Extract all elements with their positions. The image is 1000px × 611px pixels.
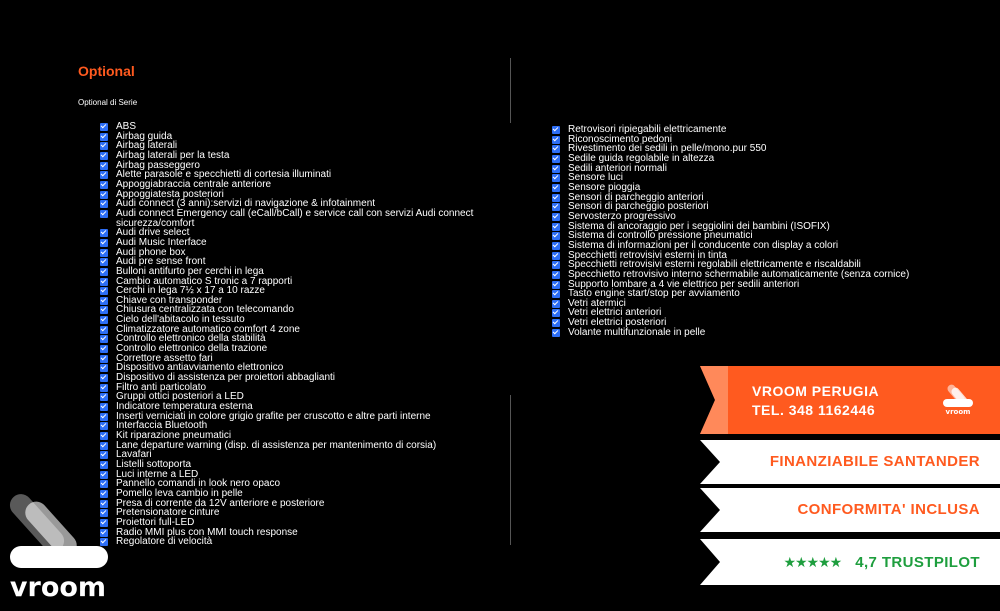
option-label: Audi drive select [116,227,190,239]
mini-logo-text: vroom [945,408,971,416]
checkbox-checked-icon [100,384,108,392]
option-label: Luci interne a LED [116,468,199,480]
checkbox-checked-icon [552,261,560,269]
option-label: Alette parasole e specchietti di cortesia illuminati [116,169,332,181]
checkbox-checked-icon [100,451,108,459]
option-label: Indicatore temperatura esterna [116,401,253,413]
dealer-banner[interactable] [700,366,1000,434]
option-label: Airbag guida [116,130,173,142]
checkbox-checked-icon [552,281,560,289]
checkbox-checked-icon [100,432,108,440]
option-label: Servosterzo progressivo [568,210,676,222]
option-label: Specchietti retrovisivi esterni regolabili elettricamente e riscaldabili [568,259,861,271]
checkbox-checked-icon [100,393,108,401]
checkbox-checked-icon [100,316,108,324]
option-label: Vetri elettrici anteriori [568,307,662,319]
trustpilot-banner[interactable] [700,539,1000,585]
option-label: Kit riparazione pneumatici [116,430,232,441]
checkbox-checked-icon [552,290,560,298]
option-label: Pomello leva cambio in pelle [116,487,243,499]
checkbox-checked-icon [100,345,108,353]
vroom-logo-icon [0,490,115,605]
checkbox-checked-icon [100,413,108,421]
financing-text: FINANZIABILE SANTANDER [769,453,980,470]
option-label: Audi connect (3 anni):servizi di navigazione & infotainment [116,198,376,210]
checkbox-checked-icon [552,184,560,192]
option-label: Vetri elettrici posteriori [568,317,667,329]
trustpilot-rating: 4,7 TRUSTPILOT [855,554,980,571]
checkbox-checked-icon [552,136,560,144]
option-label: Airbag laterali per la testa [116,149,230,161]
dealer-banner-fold [700,366,728,434]
option-label: Climatizzatore automatico comfort 4 zone [116,323,300,335]
option-label: Audi Music Interface [116,236,207,248]
option-label: Specchietto retrovisivo interno schermabile automaticamente (senza cornice) [568,268,910,280]
checkbox-checked-icon [552,309,560,317]
checkbox-checked-icon [100,471,108,479]
checkbox-checked-icon [552,271,560,279]
option-label: Interfaccia Bluetooth [116,420,208,432]
checkbox-checked-icon [552,319,560,327]
brand-logo-text: vroom [9,572,107,603]
option-label: Bulloni antifurto per cerchi in lega [116,265,264,277]
checkbox-checked-icon [552,329,560,337]
option-label: Volante multifunzionale in pelle [568,326,706,338]
checkbox-checked-icon [100,335,108,343]
option-label: Radio MMI plus con MMI touch response [116,526,298,538]
option-label: Pannello comandi in look nero opaco [116,478,280,490]
option-label: Proiettori full-LED [116,516,195,528]
trustpilot-stars-icon: ★★★★★ [783,554,842,570]
option-label: ABS [116,121,137,132]
checkbox-checked-icon [100,480,108,488]
option-label: Audi phone box [116,246,186,258]
checkbox-checked-icon [552,194,560,202]
checkbox-checked-icon [100,239,108,247]
checkbox-checked-icon [100,364,108,372]
option-label: Sedili anteriori normali [568,162,667,174]
option-label: Appoggiatesta posteriori [116,188,224,200]
option-label: Gruppi ottici posteriori a LED [116,391,244,403]
option-label: Sensori di parcheggio anteriori [568,191,704,203]
option-label: Cambio automatico S tronic a 7 rapporti [116,275,293,287]
option-label: Filtro anti particolato [116,381,207,393]
option-label: Sistema di ancoraggio per i seggiolini dei bambini (ISOFIX) [568,220,830,232]
conformity-text: CONFORMITA' INCLUSA [797,501,980,518]
option-item [100,209,510,228]
checkbox-checked-icon [100,374,108,382]
dealer-name: VROOM PERUGIA [752,383,880,399]
checkbox-checked-icon [100,200,108,208]
option-label: Audi pre sense front [116,256,206,268]
checkbox-checked-icon [100,278,108,286]
option-label: Sensori di parcheggio posteriori [568,201,709,213]
checkbox-checked-icon [100,297,108,305]
checkbox-checked-icon [100,422,108,430]
checkbox-checked-icon [100,229,108,237]
checkbox-checked-icon [552,165,560,173]
option-label: Lavafari [116,449,152,461]
option-label: Rivestimento dei sedili in pelle/mono.pur 550 [568,143,767,155]
checkbox-checked-icon [100,152,108,160]
option-label: Tasto engine start/stop per avviamento [568,288,740,300]
checkbox-checked-icon [100,442,108,450]
checkbox-checked-icon [100,287,108,295]
option-label: Vetri atermici [568,297,626,309]
options-list-right [552,125,952,337]
checkbox-checked-icon [552,213,560,221]
option-label: Appoggiabraccia centrale anteriore [116,178,272,190]
option-label: Airbag laterali [116,140,178,152]
checkbox-checked-icon [100,306,108,314]
checkbox-checked-icon [100,461,108,469]
option-label: Chiusura centralizzata con telecomando [116,304,294,316]
checkbox-checked-icon [100,191,108,199]
option-label: Specchietti retrovisivi esterni in tinta [568,249,727,261]
option-label: Controllo elettronico della trazione [116,343,268,355]
option-label: Sensore pioggia [568,181,641,193]
option-label: Riconoscimento pedoni [568,133,672,145]
checkbox-checked-icon [552,223,560,231]
conformity-banner [700,488,1000,532]
column-divider-bottom [510,395,511,545]
vroom-mini-logo-icon [940,382,976,416]
option-label: Controllo elettronico della stabilità [116,333,266,345]
checkbox-checked-icon [552,232,560,240]
option-label: Sensore luci [568,172,624,184]
option-label: Correttore assetto fari [116,352,213,364]
option-label: Sistema di informazioni per il conducente con display a colori [568,239,839,251]
option-label: Sistema di controllo pressione pneumatici [568,230,753,242]
option-label: Dispositivo antiavviamento elettronico [116,362,284,374]
checkbox-checked-icon [100,326,108,334]
option-label: Pretensionatore cinture [116,507,220,519]
checkbox-checked-icon [552,126,560,134]
option-label: Lane departure warning (disp. di assistenza per mantenimento di corsia) [116,439,437,451]
column-divider-top [510,58,511,123]
checkbox-checked-icon [100,123,108,131]
checkbox-checked-icon [100,162,108,170]
option-label: Audi connect Emergency call (eCall/bCall) e service call con servizi Audi connect sicurezza/comfort [116,207,474,229]
checkbox-checked-icon [552,252,560,260]
dealer-phone[interactable]: TEL. 348 1162446 [752,402,876,418]
checkbox-checked-icon [100,258,108,266]
checkbox-checked-icon [552,203,560,211]
option-label: Sedile guida regolabile in altezza [568,152,715,164]
option-label: Inserti verniciati in colore grigio grafite per cruscotto e altre parti interne [116,410,431,422]
checkbox-checked-icon [100,133,108,141]
financing-banner [700,440,1000,484]
checkbox-checked-icon [100,403,108,411]
option-item [552,328,952,338]
option-label: Presa di corrente da 12V anteriore e posteriore [116,497,325,509]
option-label: Supporto lombare a 4 vie elettrico per sedili anteriori [568,278,800,290]
checkbox-checked-icon [100,142,108,150]
checkbox-checked-icon [100,210,108,218]
options-list-left [100,122,510,547]
option-label: Retrovisori ripiegabili elettricamente [568,124,727,135]
option-label: Airbag passeggero [116,159,200,171]
option-item [100,537,510,547]
checkbox-checked-icon [100,355,108,363]
option-label: Cerchi in lega 7½ x 17 a 10 razze [116,285,265,297]
checkbox-checked-icon [100,249,108,257]
option-label: Listelli sottoporta [116,458,192,470]
checkbox-checked-icon [100,171,108,179]
checkbox-checked-icon [552,145,560,153]
option-label: Cielo dell'abitacolo in tessuto [116,314,245,326]
checkbox-checked-icon [552,242,560,250]
section-title: Optional [78,63,135,79]
checkbox-checked-icon [552,300,560,308]
option-label: Regolatore di velocità [116,536,213,548]
checkbox-checked-icon [100,181,108,189]
checkbox-checked-icon [552,155,560,163]
section-subtitle: Optional di Serie [78,98,138,107]
option-label: Chiave con transponder [116,294,223,306]
option-item [100,441,510,451]
checkbox-checked-icon [552,174,560,182]
option-label: Dispositivo di assistenza per proiettori abbaglianti [116,372,336,384]
checkbox-checked-icon [100,268,108,276]
